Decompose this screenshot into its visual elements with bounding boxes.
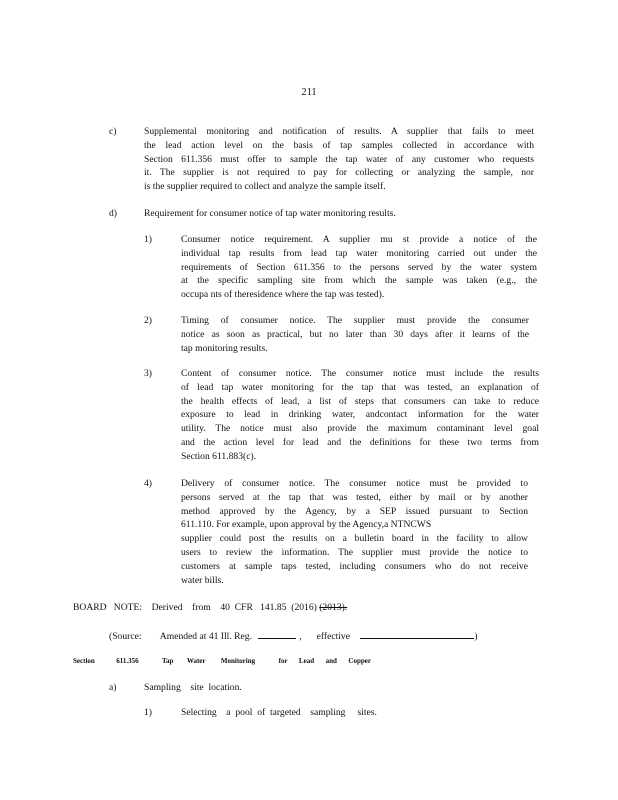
subitem-line: notice as soon as practical, but no later than 30 days after it learns of the xyxy=(181,328,529,340)
subitem-line: tap monitoring results. xyxy=(181,342,268,354)
subitem-line: users to review the information. The supplier must provide the notice to xyxy=(181,546,528,558)
subitem-line: Section 611.883(c). xyxy=(181,450,257,462)
subitem-line: requirements of Section 611.356 to the persons served by the water system xyxy=(181,261,537,273)
subitem-line: Content of consumer notice. The consumer notice must include the results xyxy=(181,368,539,379)
section-caption-word: and xyxy=(325,657,337,665)
subitem-line: Delivery of consumer notice. The consumer notice must be provided to xyxy=(181,478,528,489)
item-a-label: a) xyxy=(109,682,117,693)
subitem-line: 611.110. For example, upon approval by the Agency,a NTNCWS xyxy=(181,519,432,531)
item-c-line: Section 611.356 must offer to sample the tap water of any customer who requests xyxy=(144,153,534,165)
subitem-line: individual tap results from lead tap water monitoring carried out under the xyxy=(181,247,537,259)
item-d-text: Requirement for consumer notice of tap water monitoring results. xyxy=(144,208,396,219)
subitem-3-label: 3) xyxy=(144,368,152,379)
subitem-line: at the specific sampling site from which the sample was taken (e.g., the xyxy=(181,275,537,287)
subitem-line: customers at sample taps tested, including consumers who do not receive xyxy=(181,560,528,572)
section-caption-word: Tap xyxy=(162,657,174,665)
source-note: (Source: Amended at 41 Ill. Reg. , effective ) xyxy=(109,628,478,644)
source-effective: effective xyxy=(316,631,350,642)
item-c-label: c) xyxy=(109,126,117,137)
subitem-4-label: 4) xyxy=(144,478,152,489)
item-d-label: d) xyxy=(109,208,117,219)
subitem-line: persons served at the tap that was tested, either by mail or by another xyxy=(181,491,528,503)
item-c-line: is the supplier required to collect and analyze the sample itself. xyxy=(144,181,386,193)
source-close: ) xyxy=(474,631,478,642)
subitem-line: of lead tap water monitoring for the tap that was tested, an explanation of xyxy=(181,381,539,393)
item-a-text: Sampling site location. xyxy=(144,682,242,693)
subitem-2-label: 2) xyxy=(144,315,152,326)
board-note-text: BOARD NOTE: Derived from 40 CFR 141.85 (2016) xyxy=(73,602,317,613)
subitem-3-text xyxy=(181,367,539,464)
subitem-1-label: 1) xyxy=(144,234,152,245)
section-caption xyxy=(73,655,371,669)
subitem-line: supplier could post the results on a bulletin board in the facility to allow xyxy=(181,533,528,545)
item-c-line: it. The supplier is not required to pay for collecting or analyzing the sample, nor xyxy=(144,167,534,179)
subitem-line: utility. The notice must also provide the maximum contaminant level goal xyxy=(181,423,539,435)
reg-blank xyxy=(258,628,296,639)
section-caption-word: Monitoring xyxy=(220,657,256,665)
subitem-line: water bills. xyxy=(181,574,224,586)
page-number: 211 xyxy=(301,87,317,98)
item-a1-label: 1) xyxy=(144,707,152,718)
item-a1-text: Selecting a pool of targeted sampling sites. xyxy=(181,707,377,718)
section-caption-word: Lead xyxy=(298,657,315,665)
subitem-line: and the action level for lead and the definitions for these two terms from xyxy=(181,436,539,448)
subitem-line: Consumer notice requirement. A supplier mu st provide a notice of the xyxy=(181,234,537,245)
subitem-line: Timing of consumer notice. The supplier must provide the consumer xyxy=(181,315,529,326)
effective-blank xyxy=(360,628,474,639)
subitem-line: method approved by the Agency, by a SEP issued pursuant to Section xyxy=(181,505,528,517)
board-note xyxy=(73,601,347,615)
board-note-struck-text: (2013). xyxy=(319,602,348,613)
subitem-line: the health effects of lead, a list of steps that consumers can take to reduce xyxy=(181,395,539,407)
subitem-1-text xyxy=(181,233,537,302)
item-c-line: the lead action level on the basis of tap samples collected in accordance with xyxy=(144,139,534,151)
subitem-4-text xyxy=(181,477,528,587)
section-caption-number: 611.356 xyxy=(116,657,139,665)
subitem-2-text xyxy=(181,314,529,355)
subitem-line: occupa nts of theresidence where the tap was tested). xyxy=(181,289,385,301)
section-caption-word: for xyxy=(278,657,288,665)
section-caption-word: Water xyxy=(186,657,206,665)
item-c-line: Supplemental monitoring and notification of results. A supplier that fails to meet xyxy=(144,126,534,137)
section-caption-prefix: Section xyxy=(73,657,95,665)
source-amended: Amended at 41 Ill. Reg. xyxy=(159,631,252,642)
section-caption-word: Copper xyxy=(348,657,371,665)
item-c-text xyxy=(144,125,534,194)
subitem-line: exposure to lead in drinking water, andcontact information for the water xyxy=(181,409,539,421)
source-open: (Source: xyxy=(109,631,142,642)
